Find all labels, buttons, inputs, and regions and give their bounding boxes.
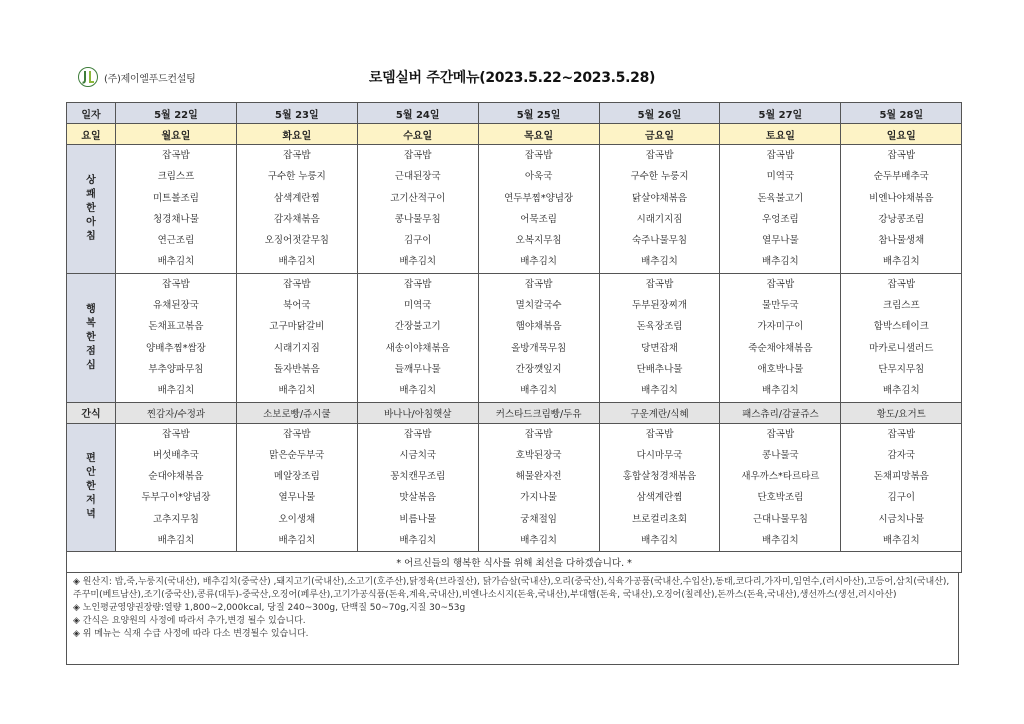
menu-item: 배추김치	[641, 256, 678, 268]
menu-item: 잡곡밥	[887, 150, 916, 161]
menu-item: 잡곡밥	[283, 278, 311, 290]
menu-item: 배추김치	[399, 385, 437, 397]
snack-cell: 소보로빵/쥬시쿨	[236, 402, 357, 423]
menu-item: 배추김치	[399, 256, 437, 268]
menu-item: 시금치나물	[878, 513, 925, 525]
menu-item: 두부구이*양념장	[141, 492, 211, 504]
date-cell: 5월 23일	[236, 103, 357, 124]
menu-item: 배추김치	[278, 256, 316, 268]
menu-item: 잡곡밥	[887, 278, 916, 290]
menu-item: 돈육장조림	[636, 321, 683, 333]
meal-label-char: 저	[86, 495, 96, 507]
menu-item: 열무나물	[278, 492, 316, 504]
menu-item: 두부된장찌개	[631, 300, 688, 312]
menu-item: 잡곡밥	[524, 278, 553, 290]
menu-item: 잡곡밥	[645, 278, 674, 290]
breakfast-label	[67, 145, 116, 274]
menu-item: 비엔나야채볶음	[869, 192, 934, 204]
menu-item: 돌자반볶음	[273, 363, 320, 375]
menu-item: 콩나물무침	[394, 213, 441, 225]
menu-item: 돈채표고볶음	[148, 321, 204, 333]
menu-item: 메알장조림	[273, 471, 320, 483]
menu-item: 근대나물무침	[752, 513, 808, 525]
menu-item: 연근조림	[157, 235, 195, 247]
dinner-row	[67, 423, 962, 552]
menu-item: 들깨무나물	[394, 363, 441, 375]
date-cell: 5월 24일	[357, 103, 478, 124]
menu-item: 돈육불고기	[757, 192, 804, 204]
weekday-cell: 월요일	[116, 124, 237, 145]
snack-cell: 패스츄리/감귤쥬스	[720, 402, 841, 423]
menu-item: 미역국	[403, 300, 432, 312]
menu-item: 잡곡밥	[766, 150, 795, 161]
menu-item: 양배추찜*쌈장	[146, 342, 206, 354]
menu-item: 잡곡밥	[283, 428, 311, 440]
snack-label: 간식	[67, 402, 116, 423]
menu-item: 궁채절임	[520, 513, 557, 525]
dinner-day-cell	[599, 423, 720, 552]
menu-item: 콩나물국	[762, 449, 799, 461]
dinner-day-cell	[841, 423, 962, 552]
menu-item: 오징어젓갈무침	[264, 235, 329, 247]
breakfast-day-cell	[478, 145, 599, 274]
menu-item: 잡곡밥	[524, 150, 553, 161]
date-cell: 5월 27일	[720, 103, 841, 124]
menu-item: 새우까스*타르타르	[741, 471, 820, 483]
menu-item: 어묵조림	[520, 213, 557, 225]
menu-item: 해물완자전	[515, 471, 562, 483]
menu-item: 간장불고기	[394, 321, 441, 333]
menu-item: 구수한 누룽지	[267, 171, 326, 183]
menu-item: 구수한 누룽지	[630, 171, 689, 183]
breakfast-day-cell	[599, 145, 720, 274]
menu-item: 배추김치	[278, 385, 316, 397]
menu-item: 꽁치캔무조림	[390, 471, 446, 483]
lunch-day-cell	[599, 273, 720, 402]
origin-info: ◈ 원산지: 밥,죽,누룽지(국내산), 배추김치(중국산) ,돼지고기(국내산),소고기(호주산),닭정육(브라질산), 닭가슴살(국내산),오리(중국산),식육가공품(국내산,수입산),동태,코다리,가자미,임연수,(러시아산),고등어,삼치(국내산),주꾸미(베트남산),조기(중국산),콩류(대두)-중국산,오징어(페루산),고기가공식품(돈육,계육,국내산),비엔나소시지(돈육,국내산),부대햄(돈육, 국내산),오징어(칠레산),돈까스(돈육,국내산),생선까스(생선,러시아산)	[73, 577, 950, 600]
dinner-day-cell	[478, 423, 599, 552]
meal-label-char: 점	[86, 345, 96, 357]
breakfast-day-cell	[720, 145, 841, 274]
breakfast-day-cell	[357, 145, 478, 274]
meal-label-char: 편	[86, 453, 96, 465]
menu-item: 근대된장국	[394, 171, 441, 183]
meal-label-char: 안	[86, 467, 96, 479]
menu-item: 배추김치	[641, 385, 678, 397]
menu-item: 배추김치	[157, 256, 195, 268]
menu-item: 배추김치	[157, 385, 195, 397]
menu-item: 순두부배추국	[873, 171, 929, 183]
menu-item: 김구이	[403, 235, 432, 247]
menu-item: 배추김치	[399, 535, 437, 547]
meal-label-char: 심	[86, 359, 96, 371]
menu-item: 숙주나물무침	[631, 235, 688, 247]
meal-label-char: 상	[86, 174, 96, 186]
dinner-label	[67, 423, 116, 552]
lunch-day-cell	[841, 273, 962, 402]
menu-item: 삼색계란찜	[636, 492, 683, 504]
dinner-day-cell	[357, 423, 478, 552]
menu-item: 배추김치	[762, 256, 799, 268]
lunch-day-cell	[357, 273, 478, 402]
weekday-cell: 토요일	[720, 124, 841, 145]
menu-item: 호박된장국	[515, 449, 562, 461]
menu-item: 잡곡밥	[403, 150, 432, 161]
menu-item: 청경채나물	[153, 213, 199, 225]
menu-item: 미역국	[766, 171, 795, 183]
menu-item: 새송이야채볶음	[385, 342, 450, 354]
weekday-row	[67, 124, 962, 145]
meal-label-char: 한	[86, 202, 96, 214]
menu-item: 함박스테이크	[873, 321, 929, 333]
date-header: 일자	[67, 103, 116, 124]
menu-item: 크림스프	[157, 171, 195, 183]
meal-label-char: 침	[86, 230, 96, 242]
menu-item: 잡곡밥	[766, 278, 795, 290]
menu-item: 당면잡채	[641, 342, 678, 354]
menu-item: 가자미구이	[757, 321, 804, 333]
menu-item: 홍합살청경채볶음	[622, 471, 697, 483]
date-cell: 5월 28일	[841, 103, 962, 124]
menu-item: 배추김치	[882, 535, 920, 547]
menu-item: 버섯배추국	[153, 449, 199, 461]
menu-item: 김구이	[887, 492, 916, 504]
menu-item: 오복지무침	[515, 235, 562, 247]
menu-item: 감자채볶음	[273, 213, 320, 225]
menu-item: 북어국	[283, 300, 311, 312]
page-title: 로뎀실버 주간메뉴(2023.5.22~2023.5.28)	[368, 70, 656, 86]
menu-item: 잡곡밥	[162, 428, 190, 440]
menu-item: 배추김치	[520, 385, 557, 397]
menu-item: 미트볼조림	[153, 192, 199, 204]
date-cell: 5월 22일	[116, 103, 237, 124]
menu-change-notice: ◈ 위 메뉴는 식재 수급 사정에 따라 다소 변경될수 있습니다.	[73, 629, 309, 639]
menu-item: 브로컬리초회	[631, 513, 688, 525]
menu-item: 잡곡밥	[645, 150, 674, 161]
info-box	[66, 572, 959, 665]
menu-item: 삼색계란찜	[273, 192, 320, 204]
snack-cell: 커스타드크림빵/두유	[478, 402, 599, 423]
meal-label-char: 아	[86, 216, 96, 228]
menu-item: 맑은순두부국	[269, 449, 325, 461]
meal-label-char: 한	[86, 481, 96, 493]
menu-item: 배추김치	[762, 535, 799, 547]
lunch-row	[67, 273, 962, 402]
date-cell: 5월 26일	[599, 103, 720, 124]
dinner-day-cell	[116, 423, 237, 552]
date-cell: 5월 25일	[478, 103, 599, 124]
menu-item: 가지나물	[520, 492, 557, 504]
menu-item: 햄야채볶음	[515, 321, 562, 333]
menu-item: 배추김치	[882, 385, 920, 397]
menu-item: 열무나물	[762, 235, 799, 247]
weekday-cell: 수요일	[357, 124, 478, 145]
breakfast-day-cell	[236, 145, 357, 274]
menu-item: 잡곡밥	[403, 428, 432, 440]
menu-item: 고기산적구이	[390, 192, 446, 204]
menu-item: 잡곡밥	[162, 278, 190, 290]
menu-item: 우엉조림	[762, 213, 799, 225]
menu-item: 유채된장국	[153, 300, 199, 312]
meal-label-char: 복	[86, 317, 96, 329]
lunch-day-cell	[720, 273, 841, 402]
menu-item: 물만두국	[762, 300, 799, 312]
menu-item: 배추김치	[520, 535, 557, 547]
menu-item: 닭살야채볶음	[631, 192, 688, 204]
menu-item: 아욱국	[524, 171, 553, 183]
menu-item: 비름나물	[399, 513, 437, 525]
menu-item: 배추김치	[278, 535, 316, 547]
dinner-day-cell	[236, 423, 357, 552]
menu-item: 배추김치	[520, 256, 557, 268]
breakfast-day-cell	[841, 145, 962, 274]
menu-item: 멸치칼국수	[515, 300, 562, 312]
menu-item: 단호박조림	[757, 492, 804, 504]
menu-item: 잡곡밥	[887, 428, 916, 440]
weekday-cell: 목요일	[478, 124, 599, 145]
snack-notice: ◈ 간식은 요양원의 사정에 따라서 추가,변경 될수 있습니다.	[73, 616, 306, 626]
menu-item: 배추김치	[157, 535, 195, 547]
menu-item: 올방개묵무침	[511, 342, 567, 354]
snack-cell: 황도/요거트	[841, 402, 962, 423]
menu-item: 단배추나물	[636, 363, 683, 375]
snack-cell: 구운계란/식혜	[599, 402, 720, 423]
snack-cell: 바나나/아침햇살	[357, 402, 478, 423]
nutrition-info: ◈ 노인평균영양권장량:열량 1,800~2,000kcal, 당질 240~300g, 단백질 50~70g,지질 30~53g	[73, 603, 466, 613]
meal-label-char: 한	[86, 331, 96, 343]
company-name: (주)제이엘푸드컨설팅	[104, 73, 196, 85]
weekday-header: 요일	[67, 124, 116, 145]
menu-item: 돈채피망볶음	[873, 471, 929, 483]
lunch-label	[67, 273, 116, 402]
meal-label-char: 녁	[86, 509, 96, 521]
menu-item: 참나물생채	[878, 235, 925, 247]
weekday-cell: 화요일	[236, 124, 357, 145]
menu-item: 잡곡밥	[162, 150, 190, 161]
meal-label-char: 쾌	[86, 188, 96, 200]
breakfast-day-cell	[116, 145, 237, 274]
menu-item: 잡곡밥	[645, 428, 674, 440]
snack-cell: 찐감자/수정과	[116, 402, 237, 423]
menu-item: 다시마무국	[636, 449, 683, 461]
menu-item: 잡곡밥	[283, 150, 311, 161]
weekday-cell: 일요일	[841, 124, 962, 145]
menu-item: 잡곡밥	[403, 278, 432, 290]
lunch-day-cell	[116, 273, 237, 402]
dinner-day-cell	[720, 423, 841, 552]
menu-item: 고구마닭갈비	[269, 321, 325, 333]
menu-item: 배추김치	[641, 535, 678, 547]
menu-item: 애호박나물	[757, 363, 804, 375]
menu-item: 크림스프	[882, 300, 920, 312]
menu-item: 배추김치	[762, 385, 799, 397]
menu-item: 오이생채	[278, 513, 316, 525]
menu-item: 연두부찜*양념장	[504, 192, 574, 204]
weekly-menu-table	[66, 102, 962, 573]
note-row	[67, 552, 962, 573]
menu-item: 강낭콩조림	[878, 213, 925, 225]
lunch-day-cell	[478, 273, 599, 402]
menu-item: 시금치국	[399, 449, 437, 461]
menu-item: 부추양파무침	[148, 363, 204, 375]
date-row	[67, 103, 962, 124]
note-text: * 어르신들의 행복한 식사를 위해 최선을 다하겠습니다. *	[67, 552, 962, 573]
menu-item: 간장깻잎지	[515, 363, 562, 375]
menu-item: 단무지무침	[878, 363, 925, 375]
breakfast-row	[67, 145, 962, 274]
menu-item: 배추김치	[882, 256, 920, 268]
menu-item: 시래기지짐	[273, 342, 320, 354]
menu-item: 맛살볶음	[399, 492, 437, 504]
menu-item: 잡곡밥	[524, 428, 553, 440]
lunch-day-cell	[236, 273, 357, 402]
menu-item: 잡곡밥	[766, 428, 795, 440]
menu-item: 마카로니샐러드	[869, 342, 934, 354]
meal-label-char: 행	[86, 303, 96, 315]
menu-item: 순대야채볶음	[148, 471, 204, 483]
menu-item: 시래기지짐	[636, 213, 683, 225]
menu-item: 고추지무침	[153, 513, 199, 525]
menu-item: 감자국	[887, 449, 916, 461]
snack-row	[67, 402, 962, 423]
menu-item: 죽순채야채볶음	[748, 342, 813, 354]
weekday-cell: 금요일	[599, 124, 720, 145]
